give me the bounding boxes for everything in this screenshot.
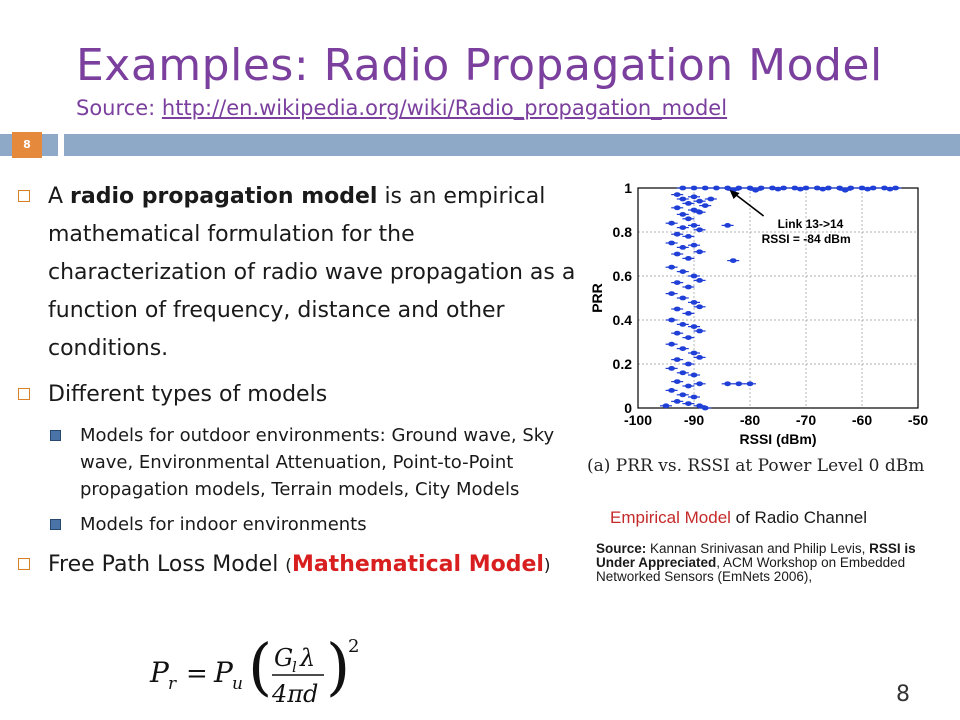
x-axis-label: RSSI (dBm) (739, 431, 817, 447)
y-tick-label: 0.4 (612, 312, 632, 328)
x-tick-label: -50 (907, 412, 929, 428)
formula-lambda: λ (300, 644, 316, 672)
data-point (679, 225, 686, 230)
data-point (702, 406, 709, 411)
data-point (674, 280, 681, 285)
data-point (685, 311, 692, 316)
source-link[interactable]: http://en.wikipedia.org/wiki/Radio_propagation_model (161, 96, 728, 120)
data-point (668, 291, 675, 296)
formula-exponent: 2 (348, 636, 360, 657)
source-label: Source: (76, 96, 162, 120)
data-point (679, 186, 686, 191)
data-point (679, 212, 686, 217)
y-tick-label: 1 (624, 180, 632, 196)
formula-left-paren: ( (248, 636, 273, 703)
outdoor-models-text: Models for outdoor environments: Ground wave, Sky wave, Environmental Attenuation, Point-to-Point propagation models, Terrain models, City Models (80, 425, 555, 500)
paren-open: ( (285, 556, 292, 576)
data-point (663, 403, 670, 408)
data-point (674, 331, 681, 336)
x-tick-label: -100 (623, 412, 653, 428)
data-point (724, 381, 731, 386)
source-note-title: RSSI is Under Appreciated (596, 541, 916, 570)
bullet-definition (18, 178, 588, 368)
formula-numerator: G (274, 644, 294, 672)
sub-bullet-outdoor (50, 422, 588, 503)
formula-equals: = (186, 659, 208, 689)
source-note-rest: , ACM Workshop on Embedded Networked Sensors (EmNets 2006), (596, 555, 906, 584)
data-point (668, 265, 675, 270)
y-tick-label: 0.6 (612, 268, 632, 284)
definition-prefix: A (48, 184, 71, 209)
data-point (696, 199, 703, 204)
data-point (679, 269, 686, 274)
data-point (679, 370, 686, 375)
formula-rhs-sub: u (232, 674, 243, 694)
data-point (679, 197, 686, 202)
indoor-models-text: Models for indoor environments (80, 514, 367, 535)
x-tick-label: -90 (683, 412, 705, 428)
annotation-line1: Link 13->14 (777, 217, 844, 231)
formula-lhs-sub: r (168, 674, 177, 694)
data-point (730, 258, 737, 263)
data-point (674, 252, 681, 257)
data-point (674, 232, 681, 237)
data-point (674, 205, 681, 210)
mathematical-model-label: Mathematical Model (291, 552, 544, 577)
data-point (696, 227, 703, 232)
data-point (691, 351, 698, 356)
data-point (668, 388, 675, 393)
square-bullet-icon (18, 190, 30, 202)
empirical-model-label (610, 508, 867, 528)
y-axis-label: PRR (589, 283, 605, 313)
data-point (674, 307, 681, 312)
definition-text: is an empirical mathematical formulation for the characterization of radio wave propagation as a function of frequency, distance and other conditions. (48, 184, 576, 361)
data-point (696, 249, 703, 254)
filled-square-bullet-icon (50, 430, 61, 441)
data-point (685, 285, 692, 290)
figure-caption: (a) PRR vs. RSSI at Power Level 0 dBm (587, 456, 925, 476)
source-note-label: Source: (596, 541, 647, 556)
formula-lhs: P (150, 656, 169, 689)
data-point (713, 186, 720, 191)
data-point (691, 300, 698, 305)
formula-denominator: 4πd (272, 680, 319, 708)
data-point (819, 187, 826, 192)
definition-term: radio propagation model (70, 184, 378, 209)
data-point (668, 366, 675, 371)
data-point (685, 201, 692, 206)
header-bar-right (64, 134, 960, 156)
data-point (724, 223, 731, 228)
data-point (679, 322, 686, 327)
square-bullet-icon (18, 558, 30, 570)
data-point (691, 186, 698, 191)
data-point (685, 401, 692, 406)
data-point (674, 357, 681, 362)
chart-annotation (730, 190, 851, 246)
data-point (696, 210, 703, 215)
data-point (887, 187, 894, 192)
x-tick-label: -70 (795, 412, 817, 428)
data-point (752, 188, 759, 193)
source-note-authors: Kannan Srinivasan and Philip Levis, (646, 541, 870, 556)
square-bullet-icon (18, 388, 30, 400)
prr-rssi-chart (588, 176, 948, 456)
annotation-line2: RSSI = -84 dBm (761, 232, 851, 246)
data-point (674, 379, 681, 384)
bullet-list (18, 178, 588, 593)
chart-ticks (613, 180, 929, 428)
data-point (696, 278, 703, 283)
data-point (842, 188, 849, 193)
sub-bullet-indoor (50, 511, 588, 538)
y-tick-label: 0.8 (612, 224, 632, 240)
data-point (691, 223, 698, 228)
data-point (679, 296, 686, 301)
figure-source-note (596, 542, 956, 584)
empirical-model-rest: of Radio Channel (730, 508, 868, 527)
data-point (679, 392, 686, 397)
data-point (668, 241, 675, 246)
data-point (685, 216, 692, 221)
data-point (679, 346, 686, 351)
data-point (696, 355, 703, 360)
data-point (775, 187, 782, 192)
data-point (674, 399, 681, 404)
data-point (696, 381, 703, 386)
data-point (702, 186, 709, 191)
data-point (685, 384, 692, 389)
data-point (691, 274, 698, 279)
data-point (674, 192, 681, 197)
x-tick-label: -80 (739, 412, 761, 428)
y-tick-label: 0.2 (612, 356, 632, 372)
data-point (668, 318, 675, 323)
data-point (864, 187, 871, 192)
data-point (735, 381, 742, 386)
paren-close: ) (543, 556, 551, 576)
data-point (797, 187, 804, 192)
formula-numerator-sub: l (292, 658, 297, 676)
annotation-arrow (734, 193, 764, 216)
data-point (691, 395, 698, 400)
free-path-text: Free Path Loss Model (48, 552, 286, 577)
data-point (691, 194, 698, 199)
bullet-free-path-loss (18, 546, 588, 585)
slide-title: Examples: Radio Propagation Model (76, 40, 883, 91)
empirical-model-red: Empirical Model (610, 508, 731, 527)
data-point (685, 335, 692, 340)
data-point (685, 256, 692, 261)
formula-rhs: P (214, 656, 233, 689)
bullet-model-types (18, 376, 588, 414)
formula-right-paren: ) (326, 636, 351, 703)
data-point (696, 329, 703, 334)
data-point (685, 234, 692, 239)
data-point (747, 381, 754, 386)
filled-square-bullet-icon (50, 519, 61, 530)
model-types-text: Different types of models (48, 382, 328, 407)
slide-number-badge: 8 (12, 132, 42, 158)
data-point (707, 197, 714, 202)
data-point (691, 373, 698, 378)
free-space-formula (148, 636, 378, 712)
y-tick-label: 0 (624, 400, 632, 416)
data-point (679, 245, 686, 250)
data-point (668, 221, 675, 226)
data-point (691, 243, 698, 248)
data-point (668, 342, 675, 347)
page-number: 8 (896, 682, 910, 707)
data-point (696, 304, 703, 309)
x-tick-label: -60 (851, 412, 873, 428)
data-point (685, 362, 692, 367)
data-point (702, 203, 709, 208)
data-point (691, 324, 698, 329)
source-line (76, 96, 727, 120)
